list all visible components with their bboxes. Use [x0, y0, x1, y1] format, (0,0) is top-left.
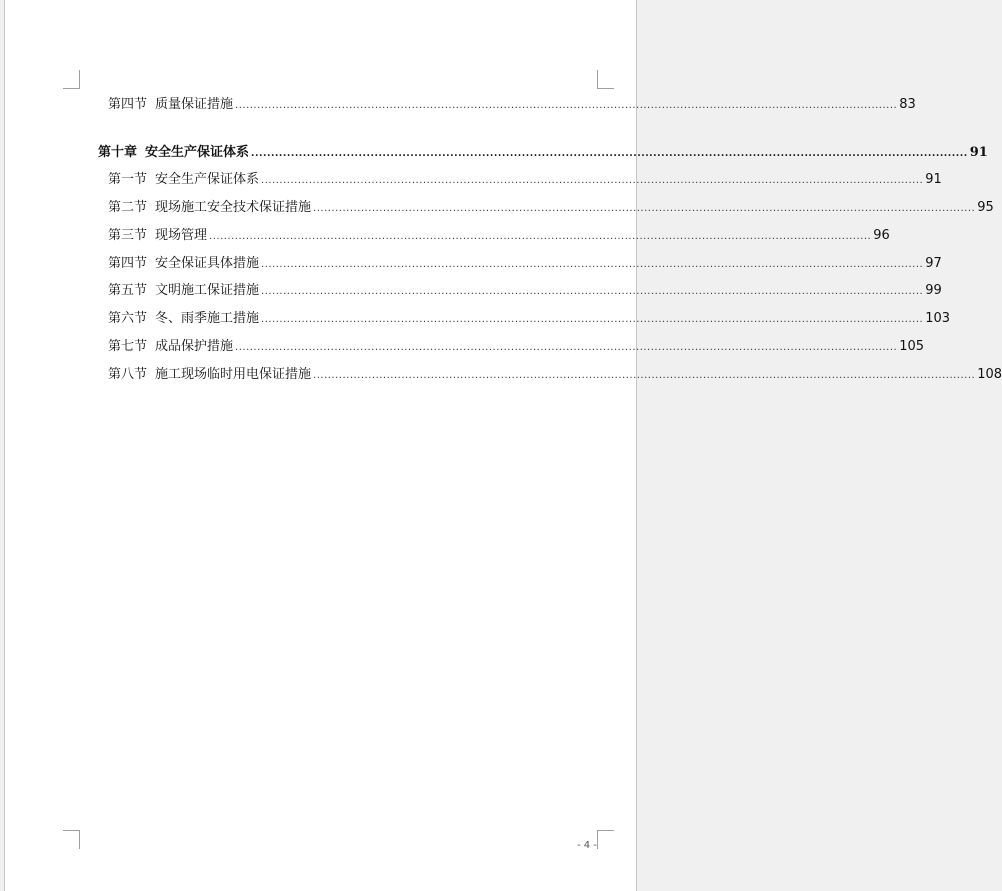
- toc-section-label: 第五节: [108, 283, 148, 298]
- toc-entry-section[interactable]: [108, 224, 890, 243]
- toc-section-title: 施工现场临时用电保证措施: [155, 367, 312, 382]
- dot-leader: ....................................................................................................................................................................................: [261, 286, 924, 297]
- toc-section-label: 第三节: [108, 228, 148, 243]
- toc-chapter-title: 安全生产保证体系: [145, 145, 250, 160]
- dot-leader: ....................................................................................................................................................................................: [261, 259, 924, 270]
- toc-section-label: 第四节: [108, 97, 148, 112]
- toc-page-number: 96: [873, 228, 890, 243]
- toc-section-label: 第七节: [108, 339, 148, 354]
- toc-section-label: 第二节: [108, 200, 148, 215]
- document-page: [4, 0, 1002, 891]
- toc-section-title: 现场施工安全技术保证措施: [155, 200, 312, 215]
- toc-entry-section[interactable]: [108, 196, 994, 215]
- dot-leader: ....................................................................................................................................................................................: [313, 370, 976, 381]
- toc-section-title: 质量保证措施: [155, 97, 234, 112]
- toc-entry-section[interactable]: [108, 93, 916, 112]
- toc-section-title: 现场管理: [155, 228, 208, 243]
- toc-entry-section[interactable]: [108, 252, 942, 271]
- dot-leader: ....................................................................................................................................................................................: [235, 342, 898, 353]
- toc-page-number: 95: [977, 200, 994, 215]
- toc-page-number: 83: [899, 97, 916, 112]
- toc-page-number: 91: [969, 145, 988, 160]
- toc-page-number: 108: [977, 367, 1002, 382]
- toc-section-label: 第一节: [108, 172, 148, 187]
- toc-chapter-label: 第十章: [98, 145, 138, 160]
- toc-section-label: 第八节: [108, 367, 148, 382]
- toc-page-number: 97: [925, 256, 942, 271]
- crop-mark-bottom-right: [597, 830, 614, 849]
- dot-leader: ....................................................................................................................................................................................: [261, 314, 924, 325]
- toc-section-title: 安全生产保证体系: [155, 172, 260, 187]
- toc-section-label: 第六节: [108, 311, 148, 326]
- toc-entry-section[interactable]: [108, 363, 1002, 382]
- toc-entry-section[interactable]: [108, 335, 925, 354]
- toc-page-number: 91: [925, 172, 942, 187]
- toc-section-title: 冬、雨季施工措施: [155, 311, 260, 326]
- toc-section-title: 文明施工保证措施: [155, 283, 260, 298]
- toc-entry-section[interactable]: [108, 307, 951, 326]
- crop-mark-top-right: [597, 70, 614, 89]
- dot-leader: ....................................................................................................................................................................................: [261, 175, 924, 186]
- dot-leader: ....................................................................................................................................................................................: [313, 203, 976, 214]
- toc-page-number: 105: [899, 339, 925, 354]
- toc-section-title: 安全保证具体措施: [155, 256, 260, 271]
- toc-page-number: 103: [925, 311, 951, 326]
- toc-section-label: 第四节: [108, 256, 148, 271]
- toc-entry-chapter[interactable]: [98, 141, 988, 160]
- toc-entry-section[interactable]: [108, 279, 942, 298]
- crop-mark-bottom-left: [63, 830, 80, 849]
- crop-mark-top-left: [63, 70, 80, 89]
- toc-section-title: 成品保护措施: [155, 339, 234, 354]
- toc-entry-section[interactable]: [108, 168, 942, 187]
- toc-page-number: 99: [925, 283, 942, 298]
- footer-page-number: - 4 -: [577, 840, 597, 851]
- dot-leader: ....................................................................................................................................................................................: [235, 100, 898, 111]
- dot-leader: ....................................................................................................................................................................................: [251, 148, 968, 159]
- dot-leader: ....................................................................................................................................................................................: [209, 231, 872, 242]
